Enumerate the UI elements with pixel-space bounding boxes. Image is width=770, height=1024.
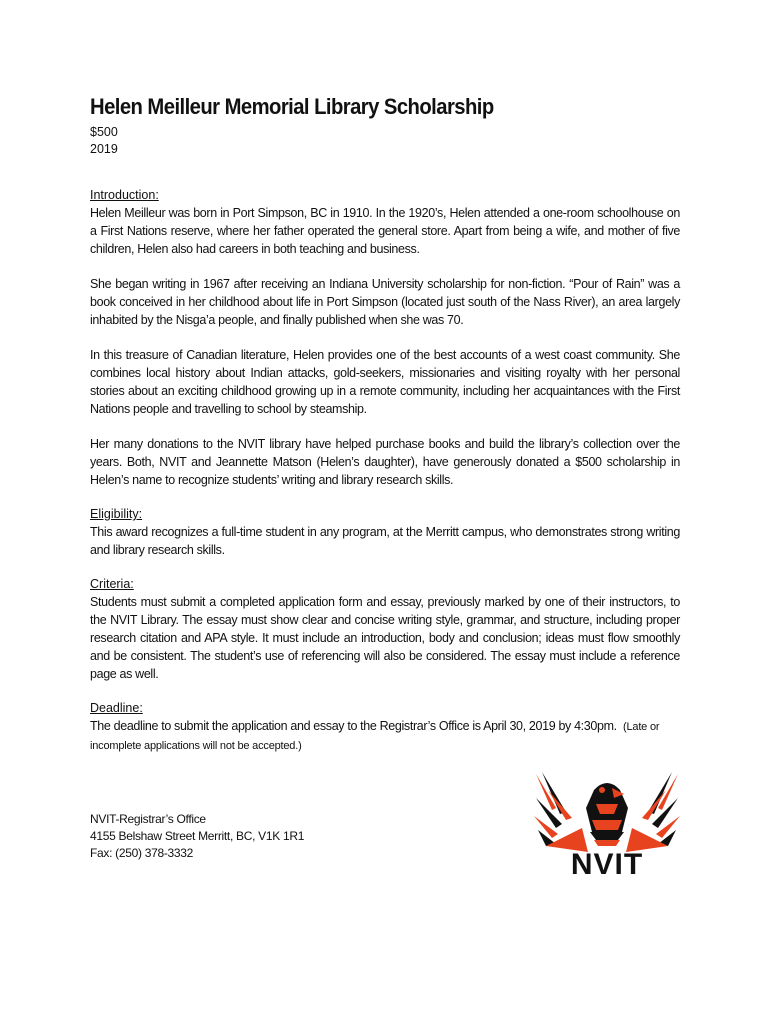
document-body [90,94,680,755]
deadline-text: The deadline to submit the application and essay to the Registrar’s Office is April 30, 2019 by 4:30pm. [90,719,617,733]
introduction-heading: Introduction: [90,188,159,202]
eligibility-heading: Eligibility: [90,507,143,521]
criteria-section [90,576,680,683]
scholarship-year: 2019 [90,142,118,156]
introduction-section [90,187,680,489]
criteria-text: Students must submit a completed application form and essay, previously marked by one of their instructors, to the NVIT Library. The essay must show clear and concise writing style, grammar, and structure, including proper research citation and APA style. It must include an introduction, body and conclusion; ideas must flow smoothly and be consistent. The student’s use of referencing will also be considered. The essay must include a reference page as well. [90,595,680,681]
deadline-section [90,700,680,755]
deadline-note: (Late or incomplete applications will not be accepted.) [90,721,660,752]
introduction-paragraph: Helen Meilleur was born in Port Simpson, BC in 1910. In the 1920’s, Helen attended a one-room schoolhouse on a First Nations reserve, where her father operated the general store. Apart from being a wife, and mother of five children, Helen also had careers in both teaching and business. [90,206,680,256]
thunderbird-icon [534,772,680,852]
street-address: 4155 Belshaw Street Merritt, BC, V1K 1R1 [90,829,305,843]
office-name: NVIT-Registrar’s Office [90,812,206,826]
fax-number: Fax: (250) 378-3332 [90,846,194,860]
deadline-paragraph [90,717,680,755]
eligibility-section [90,506,680,559]
logo-text: NVIT [570,848,644,880]
criteria-heading: Criteria: [90,577,134,591]
registrar-address [90,811,304,862]
nvit-logo [532,768,682,880]
introduction-paragraph: Her many donations to the NVIT library have helped purchase books and build the library’s collection over the years. Both, NVIT and Jeannette Matson (Helen’s daughter), have generously donated a $500 scholarship in Helen’s name to recognize students’ writing and library research skills. [90,437,680,487]
scholarship-amount: $500 [90,125,118,139]
deadline-heading: Deadline: [90,701,143,715]
scholarship-meta [90,124,680,158]
eligibility-text: This award recognizes a full-time student in any program, at the Merritt campus, who demonstrates strong writing and library research skills. [90,525,680,557]
document-title: Helen Meilleur Memorial Library Scholarship [90,94,494,119]
introduction-paragraph: She began writing in 1967 after receiving an Indiana University scholarship for non-fiction. “Pour of Rain” was a book conceived in her childhood about life in Port Simpson (located just south of the Nass River), an area largely inhabited by the Nisga’a people, and finally published when she was 70. [90,277,680,327]
introduction-paragraph: In this treasure of Canadian literature, Helen provides one of the best accounts of a west coast community. She combines local history about Indian attacks, gold-seekers, missionaries and visiting royalty with her personal stories about an exciting childhood growing up in a remote community, including her acquaintances with the First Nations people and travelling to school by steamship. [90,348,680,416]
